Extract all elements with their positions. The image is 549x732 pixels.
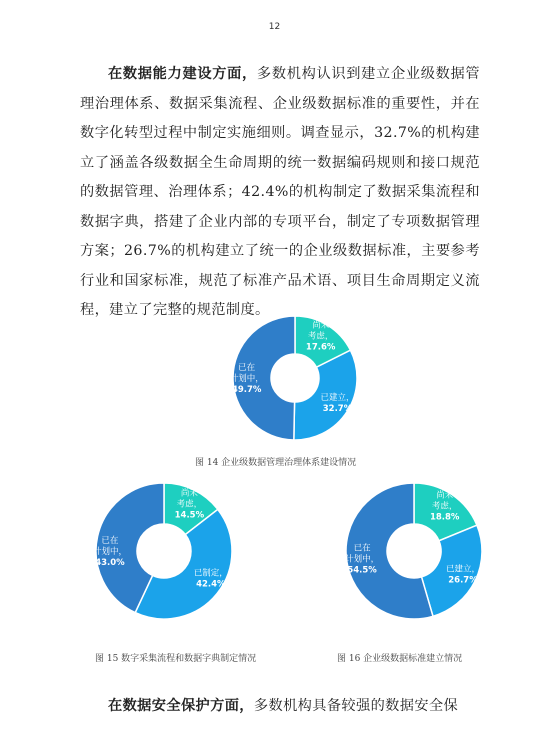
data-label-category: 计划中， (229, 374, 264, 384)
data-label-value: 26.7% (448, 575, 478, 586)
page-number: 12 (268, 22, 281, 32)
data-label-category: 已在 (238, 363, 256, 373)
data-label-value: 18.8% (429, 512, 460, 523)
figure-caption-14: 图 14 企业级数据管理治理体系建设情况 (195, 458, 357, 468)
data-label-category: 尚未 (312, 320, 330, 331)
data-label-category: 考虑， (431, 501, 458, 512)
data-label-category: 考虑， (176, 499, 203, 510)
figure-caption-16: 图 16 企业级数据标准建立情况 (337, 654, 463, 664)
donut-chart-collection (93, 480, 235, 622)
donut-chart-standards (343, 480, 485, 622)
data-label-category: 尚未 (180, 488, 198, 499)
paragraph-lead: 在数据能力建设方面， (108, 66, 257, 82)
paragraph-body: 多数机构认识到建立企业级数据管理治理体系、数据采集流程、企业级数据标准的重要性，并在数字化转型过程中制定实施细则。调查显示，32.7%的机构建立了涵盖各级数据全生命周期的统一数据编码规则和接口规范的数据管理、治理体系；42.4%的机构制定了数据采集流程和数据字典，搭建了企业内部的专项平台，制定了专项数据管理方案；26.7%的机构建立了统一的企业级数据标准，主要参考行业和国家标准，规范了标准产品术语、项目生命周期定义流程，建立了完整的规范制度。 (80, 66, 480, 318)
data-label-value: 42.4% (196, 579, 226, 590)
data-label-value: 54.5% (347, 565, 377, 576)
donut-chart-governance (230, 313, 360, 443)
data-label-category: 已在 (353, 543, 371, 554)
data-label-category: 计划中， (345, 554, 380, 565)
data-label-value: 43.0% (95, 558, 125, 568)
data-label-value: 49.7% (231, 385, 262, 395)
data-label-category: 考虑， (307, 331, 334, 342)
data-label-value: 14.5% (174, 510, 205, 521)
data-label-category: 计划中， (92, 547, 127, 557)
data-label-category: 已在 (101, 536, 119, 546)
data-label-value: 17.6% (305, 342, 336, 353)
paragraph-data-security (80, 692, 480, 722)
data-label-category: 已制定， (193, 568, 228, 579)
paragraph-body: 多数机构具备较强的数据安全保 (253, 698, 459, 714)
paragraph-lead: 在数据安全保护方面， (108, 698, 254, 714)
data-label-value: 32.7% (322, 404, 353, 415)
paragraph-data-capability (80, 60, 480, 326)
figure-caption-15: 图 15 数字采集流程和数据字典制定情况 (95, 654, 257, 664)
data-label-category: 已建立， (320, 393, 355, 404)
data-label-category: 已建立， (445, 564, 481, 575)
data-label-category: 尚未 (436, 490, 454, 501)
